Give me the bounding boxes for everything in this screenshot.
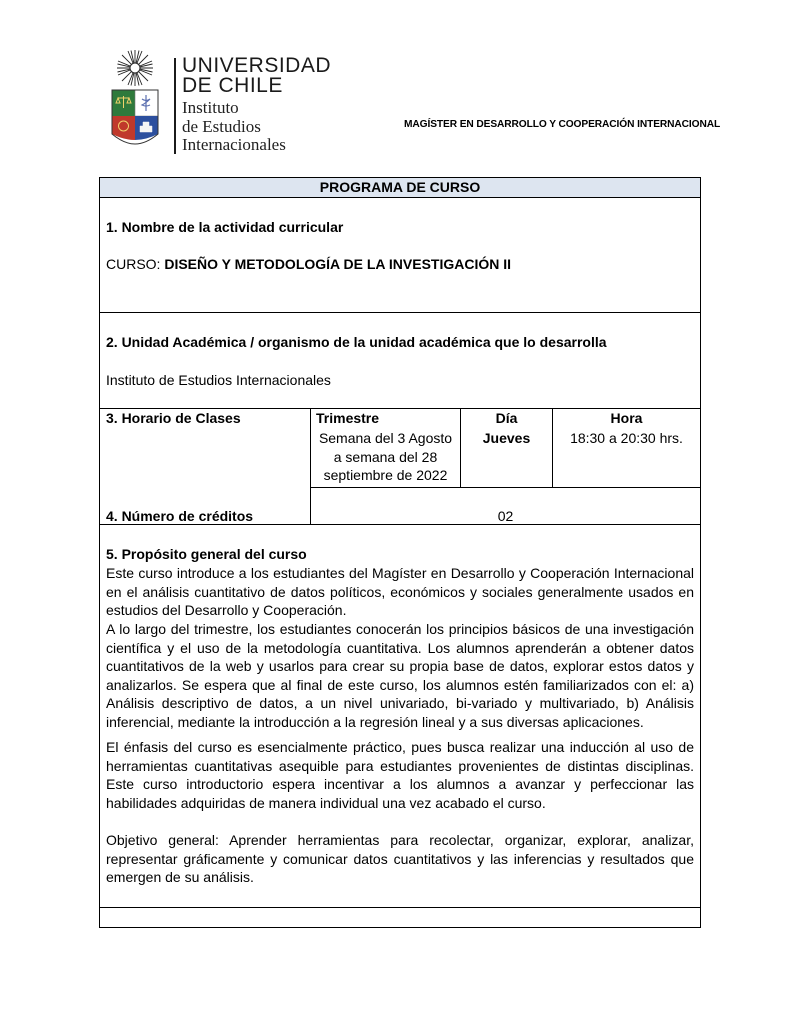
course-prefix: CURSO: bbox=[106, 256, 165, 272]
university-name-line2: DE CHILE bbox=[182, 74, 283, 97]
institute-name-line2: de Estudios bbox=[182, 116, 261, 136]
star-emblem-icon bbox=[117, 50, 153, 86]
institute-name bbox=[182, 99, 286, 155]
university-name-line1: UNIVERSIDAD bbox=[182, 54, 332, 77]
purpose-paragraph-3: El énfasis del curso es esencialmente práctico, pues busca realizar una inducción al uso de herramientas cuantitativas asequible para estudiantes provenientes de distintas disciplinas. Este curso introductorio espera incentivar a los alumnos a avanzar y perfeccionar las habilidades adquiridas de manera individual una vez acabado el curso. bbox=[106, 739, 694, 811]
trimester-line1: Semana del 3 Agosto bbox=[318, 430, 453, 446]
section5-heading: 5. Propósito general del curso bbox=[106, 546, 307, 562]
section3-heading: 3. Horario de Clases bbox=[106, 410, 241, 426]
section1-heading: 1. Nombre de la actividad curricular bbox=[106, 219, 344, 235]
institute-name-line1: Instituto bbox=[182, 98, 239, 117]
hour-value: 18:30 a 20:30 hrs. bbox=[570, 430, 683, 446]
shield-icon bbox=[112, 90, 158, 144]
row-divider bbox=[100, 312, 700, 313]
day-value: Jueves bbox=[482, 430, 531, 446]
form-title: PROGRAMA DE CURSO bbox=[100, 178, 700, 198]
section4-heading: 4. Número de créditos bbox=[106, 508, 254, 524]
row-divider bbox=[310, 487, 700, 488]
logo-divider bbox=[174, 58, 176, 154]
trimester-label: Trimestre bbox=[316, 410, 380, 426]
course-name: DISEÑO Y METODOLOGÍA DE LA INVESTIGACIÓN II bbox=[164, 256, 512, 272]
university-shield-logo bbox=[110, 48, 180, 156]
hour-label: Hora bbox=[610, 410, 643, 426]
course-line bbox=[106, 256, 511, 272]
empty-row bbox=[100, 908, 700, 927]
trimester-value bbox=[311, 429, 460, 485]
purpose-paragraph-1: Este curso introduce a los estudiantes del Magíster en Desarrollo y Cooperación Internacional en el análisis cuantitativo de datos políticos, económicos y sociales generalmente usados en estudios del Desarrollo y Cooperación. bbox=[106, 565, 694, 618]
section2-heading: 2. Unidad Académica / organismo de la unidad académica que lo desarrolla bbox=[106, 334, 607, 350]
trimester-line2: a semana del 28 bbox=[333, 448, 438, 465]
institute-name-line3: Internacionales bbox=[182, 135, 286, 154]
university-name bbox=[182, 56, 331, 96]
program-name: MAGÍSTER EN DESARROLLO Y COOPERACIÓN INTERNACIONAL bbox=[404, 119, 721, 130]
trimester-line3: septiembre de 2022 bbox=[323, 467, 448, 483]
day-label: Día bbox=[495, 410, 518, 426]
general-objective: Objetivo general: Aprender herramientas para recolectar, organizar, explorar, analizar, representar gráficamente y comunicar datos cuantitativos y las inferencias y resultados que emergen de su análisis. bbox=[106, 832, 694, 885]
credits-value: 02 bbox=[497, 508, 514, 524]
academic-unit-value: Instituto de Estudios Internacionales bbox=[106, 372, 331, 388]
row-divider bbox=[100, 408, 700, 409]
row-divider bbox=[100, 524, 700, 525]
purpose-paragraph-2: A lo largo del trimestre, los estudiantes conocerán los principios básicos de una investigación científica y el uso de la metodología cuantitativa. Los alumnos aprenderán a obtener datos cuantitativos de la web y usarlos para crear su propia base de datos, explorar estos datos y analizarlos. Se espera que al final de este curso, los alumnos estén familiarizados con el: a) Análisis descriptivo de datos, a un nivel univariado, bi-variado y multivariado, b) Análisis inferencial, mediante la introducción a la regresión lineal y a sus diversas aplicaciones. bbox=[106, 621, 694, 730]
course-program-form bbox=[99, 177, 701, 928]
